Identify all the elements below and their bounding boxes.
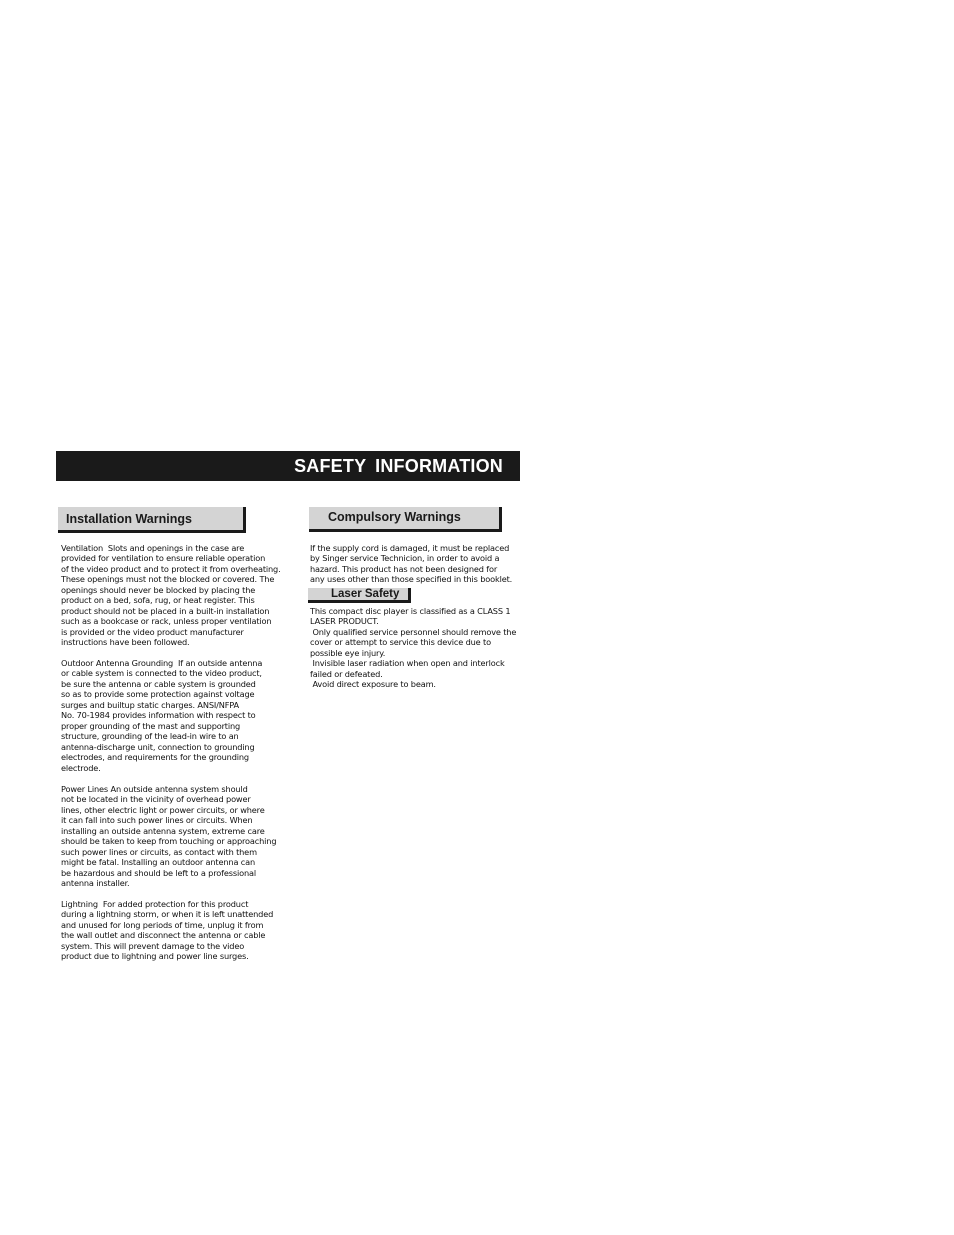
laser-safety-paragraph: This compact disc player is classified as a CLASS 1 LASER PRODUCT. Only qualified service personnel should remove the cover or attempt to service this device due to possible eye injury. Invisible laser radiation when open and interlock failed or defeated. Avoid direct exposure to beam. bbox=[310, 606, 517, 690]
supply-cord-paragraph: If the supply cord is damaged, it must be replaced by Singer service Technicion, in order to avoid a hazard. This product has not been designed for any uses other than those specified in this booklet. bbox=[310, 543, 513, 585]
power-lines-paragraph: Power Lines An outside antenna system should not be located in the vicinity of overhead power lines, other electric light or power circuits, or where it can fall into such power lines or circuits. When installing an outside antenna system, extreme care should be taken to keep from touching or approaching such power lines or circuits, as contact with them might be fatal. Installing an outdoor antenna can be hazardous and should be left to a professional antenna installer. bbox=[61, 784, 277, 889]
ventilation-paragraph: Ventilation Slots and openings in the case are provided for ventilation to ensure reliable operation of the video product and to protect it from overheating. These openings must not the blocked or covered. The openings should never be blocked by placing the product on a bed, sofa, rug, or heat register. This product should not be placed in a built-in installation such as a bookcase or rack, unless proper ventilation is provided or the video product manufacturer instructions have been followed. bbox=[61, 543, 281, 648]
page-title: SAFETY INFORMATION bbox=[294, 456, 503, 476]
installation-warnings-heading: Installation Warnings bbox=[58, 507, 246, 533]
compulsory-warnings-heading: Compulsory Warnings bbox=[309, 507, 502, 532]
lightning-paragraph: Lightning For added protection for this product during a lightning storm, or when it is left unattended and unused for long periods of time, unplug it from the wall outlet and disconnect the antenna or cable system. This will prevent damage to the video product due to lightning and power line surges. bbox=[61, 899, 274, 962]
laser-safety-heading: Laser Safety bbox=[308, 588, 411, 603]
title-bar bbox=[56, 451, 520, 481]
antenna-grounding-paragraph: Outdoor Antenna Grounding If an outside antenna or cable system is connected to the video product, be sure the antenna or cable system is grounded so as to provide some protection against voltage surges and builtup static charges. ANSI/NFPA No. 70-1984 provides information with respect to proper grounding of the mast and supporting structure, grounding of the lead-in wire to an antenna-discharge unit, connection to grounding electrodes, and requirements for the grounding electrode. bbox=[61, 658, 263, 773]
